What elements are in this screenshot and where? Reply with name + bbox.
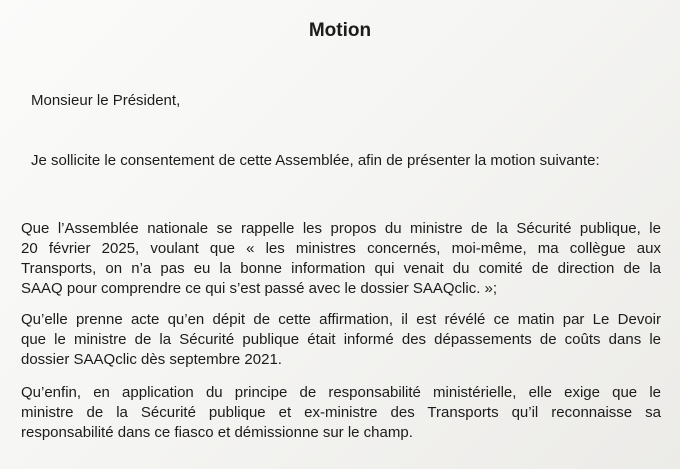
paragraph-line: dossier SAAQclic dès septembre 2021. (21, 351, 282, 368)
paragraph-line: responsabilité dans ce fiasco et démissionne sur le champ. (21, 424, 413, 441)
paragraph-line: ministre de la Sécurité publique et ex-ministre des Transports qu’il reconnaisse sa (21, 404, 661, 421)
intro-sentence: Je sollicite le consentement de cette Assemblée, afin de présenter la motion suivante: (31, 152, 600, 169)
paragraph-line: Qu’elle prenne acte qu’en dépit de cette affirmation, il est révélé ce matin par Le Devoir (21, 311, 661, 328)
paragraph-line: que le ministre de la Sécurité publique était informé des dépassements de coûts dans le (21, 331, 661, 348)
paragraph-line: SAAQ pour comprendre ce qui s’est passé avec le dossier SAAQclic. »; (21, 280, 498, 297)
document-title: Motion (308, 20, 372, 41)
paragraph-line: Transports, on n’a pas eu la bonne information qui venait du comité de direction de la (21, 260, 661, 277)
motion-paragraph-1 (21, 219, 661, 299)
paragraph-line: Que l’Assemblée nationale se rappelle les propos du ministre de la Sécurité publique, le (21, 220, 661, 237)
paragraph-line: Qu’enfin, en application du principe de responsabilité ministérielle, elle exige que le (21, 384, 661, 401)
motion-paragraph-3 (21, 383, 661, 443)
motion-paragraph-2 (21, 310, 661, 370)
salutation: Monsieur le Président, (31, 92, 181, 109)
paragraph-line: 20 février 2025, voulant que « les ministres concernés, moi-même, ma collègue aux (21, 240, 661, 257)
